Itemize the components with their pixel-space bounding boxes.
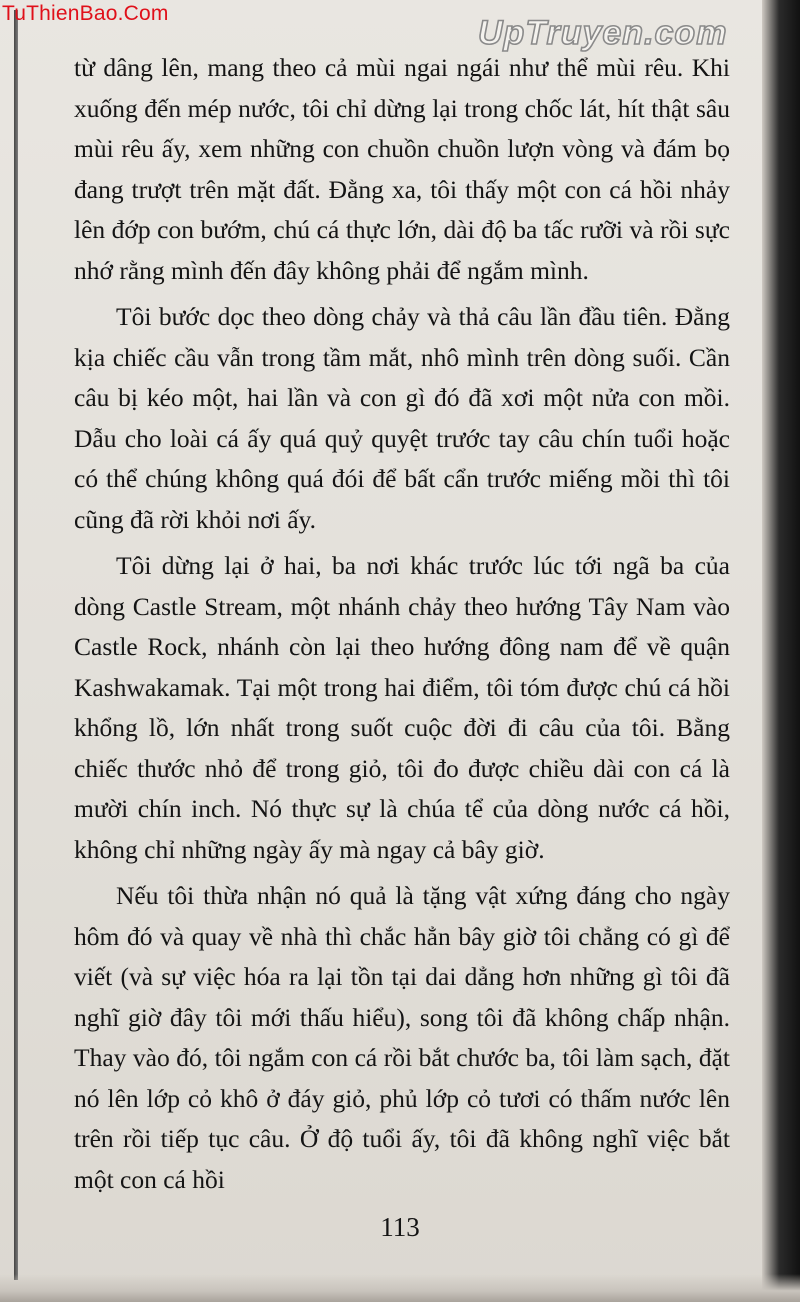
paragraph-1: từ dâng lên, mang theo cả mùi ngai ngái như thể mùi rêu. Khi xuống đến mép nước, tôi chỉ dừng lại trong chốc lát, hít thật sâu mùi rêu ấy, xem những con chuồn chuồn lượn vòng và đám bọ đang trượt trên mặt đất. Đằng xa, tôi thấy một con cá hồi nhảy lên đớp con bướm, chú cá thực lớn, dài độ ba tấc rưỡi và rồi sực nhớ rằng mình đến đây không phải để ngắm mình.: [74, 53, 730, 285]
paragraph-4: Nếu tôi thừa nhận nó quả là tặng vật xứng đáng cho ngày hôm đó và quay về nhà thì chắc hẳn bây giờ tôi chẳng có gì để viết (và sự việc hóa ra lại tồn tại dai dẳng hơn những gì tôi đã nghĩ giờ đây tôi mới thấu hiểu), song tôi đã không chấp nhận. Thay vào đó, tôi ngắm con cá rồi bắt chước ba, tôi làm sạch, đặt nó lên lớp cỏ khô ở đáy giỏ, phủ lớp cỏ tươi có thấm nước lên trên rồi tiếp tục câu. Ở độ tuổi ấy, tôi đã không nghĩ việc bắt một con cá hồi: [74, 881, 730, 1194]
watermark-uptruyen: UpTruyen.com: [478, 14, 728, 52]
page-right-edge-shadow: [762, 0, 800, 1302]
page-number: 113: [380, 1212, 420, 1242]
watermark-tuthienbao: TuThienBao.Com: [2, 2, 169, 25]
page-bottom-edge: [0, 1274, 800, 1302]
paragraph-3: Tôi dừng lại ở hai, ba nơi khác trước lúc tới ngã ba của dòng Castle Stream, một nhánh chảy theo hướng Tây Nam vào Castle Rock, nhánh còn lại theo hướng đông nam để về quận Kashwakamak. Tại một trong hai điểm, tôi tóm được chú cá hồi khổng lồ, lớn nhất trong suốt cuộc đời đi câu của tôi. Bằng chiếc thước nhỏ để trong giỏ, tôi đo được chiều dài con cá là mười chín inch. Nó thực sự là chúa tể của dòng nước cá hồi, không chỉ những ngày ấy mà ngay cả bây giờ.: [74, 551, 730, 864]
body-text: [74, 48, 730, 1200]
paragraph-2: Tôi bước dọc theo dòng chảy và thả câu lần đầu tiên. Đằng kịa chiếc cầu vẫn trong tầm mắt, nhô mình trên dòng suối. Cần câu bị kéo một, hai lần và con gì đó đã xơi một nửa con mồi. Dẫu cho loài cá ấy quá quỷ quyệt trước tay câu chín tuổi hoặc có thể chúng không quá đói để bất cẩn trước miếng mồi thì tôi cũng đã rời khỏi nơi ấy.: [74, 302, 730, 534]
page-spine-shadow: [14, 10, 18, 1280]
